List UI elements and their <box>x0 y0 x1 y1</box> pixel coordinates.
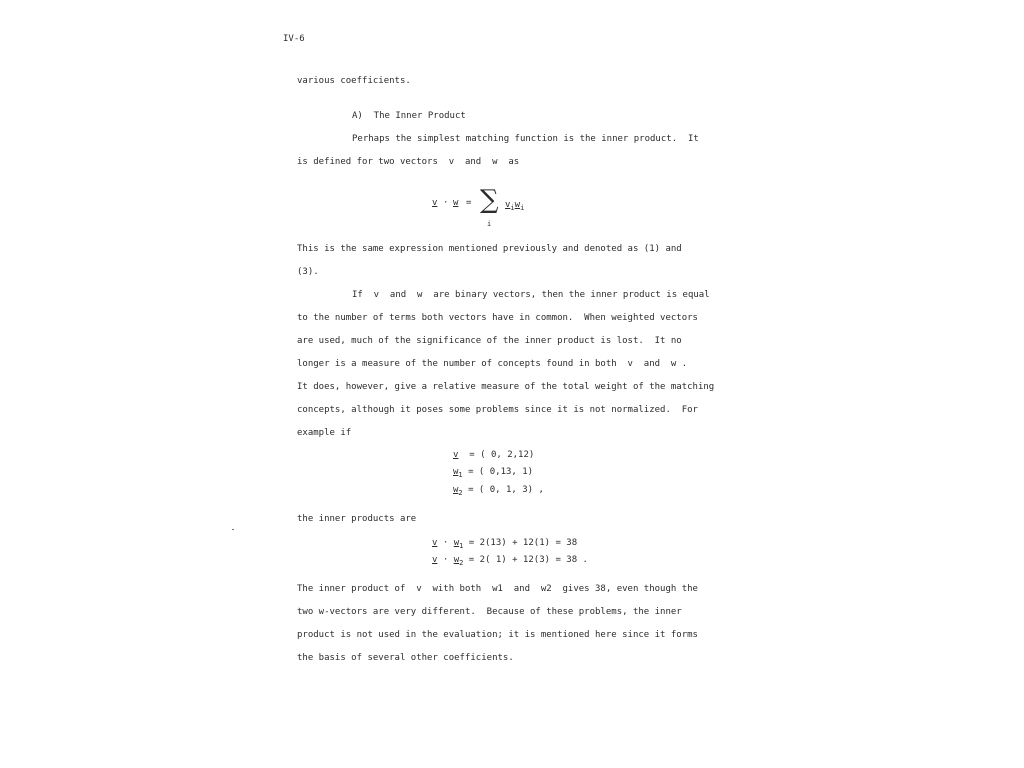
text-line: to the number of terms both vectors have in common. When weighted vectors <box>297 313 698 323</box>
vector-row: $w_1$ = ( 0,13, 1) <box>453 467 534 479</box>
formula-w: w <box>453 198 459 208</box>
text-line: is defined for two vectors v and w as <box>297 157 520 167</box>
section-heading: A) The Inner Product <box>352 111 466 121</box>
text-line: are used, much of the significance of the inner product is lost. It no <box>297 336 682 346</box>
text-line: two w-vectors are very different. Because of these problems, the inner <box>297 607 682 617</box>
text-line: longer is a measure of the number of concepts found in both v and w . <box>297 359 688 369</box>
text-line: example if <box>297 428 352 438</box>
summation-index: i <box>487 220 492 228</box>
vector-row: v = ( 0, 2,12) <box>453 450 535 460</box>
text-line: various coefficients. <box>297 76 411 86</box>
text-line: This is the same expression mentioned previously and denoted as (1) and <box>297 244 682 254</box>
formula-dot: · <box>443 198 449 208</box>
text-line: the inner products are <box>297 514 417 524</box>
text-line: It does, however, give a relative measure of the total weight of the matching <box>297 382 715 392</box>
text-line: the basis of several other coefficients. <box>297 653 514 663</box>
formula-equals: = <box>466 198 472 208</box>
text-line: product is not used in the evaluation; it is mentioned here since it forms <box>297 630 698 640</box>
text-line: The inner product of v with both w1 and w2 gives 38, even though the <box>297 584 698 594</box>
formula-v: v <box>432 198 438 208</box>
page-number: IV-6 <box>283 34 305 44</box>
product-row: $v \cdot w_1 = 2(13) + 12(1) = 38$ <box>432 538 578 550</box>
text-line: (3). <box>297 267 319 277</box>
product-row: $v \cdot w_2 = 2$( 1) + 12(3) = 38 . <box>432 555 588 567</box>
text-line: Perhaps the simplest matching function is the inner product. It <box>352 134 699 144</box>
formula-term: $v_iw_i$ <box>505 200 525 212</box>
vector-row: $w_2$ = ( 0, 1, 3) , <box>453 485 544 497</box>
text-line: If v and w are binary vectors, then the inner product is equal <box>352 290 710 300</box>
text-line: concepts, although it poses some problems since it is not normalized. For <box>297 405 698 415</box>
scan-speck <box>232 529 234 530</box>
summation-symbol: ∑ <box>480 185 499 215</box>
